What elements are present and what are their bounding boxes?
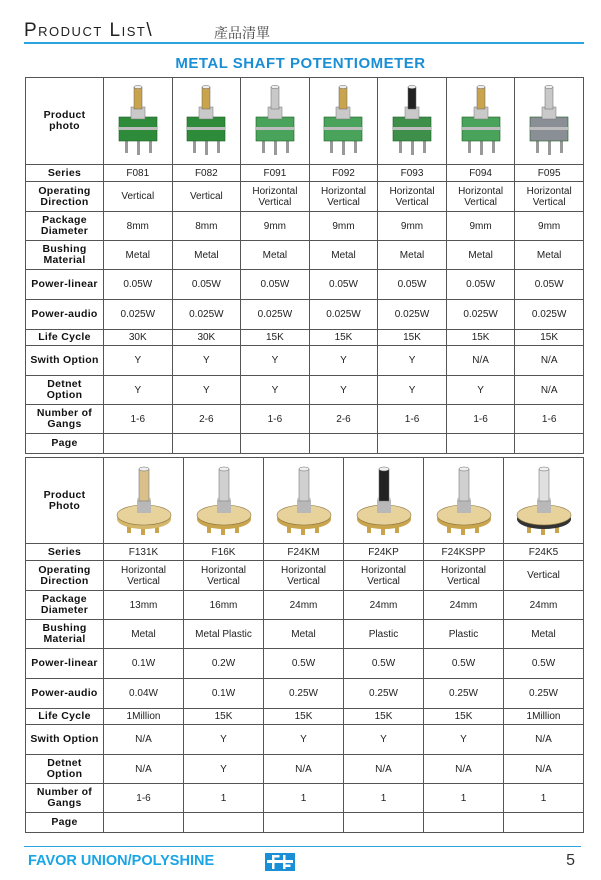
row-label-bushing: Bushing Material bbox=[26, 241, 104, 270]
row-label-diameter: Package Diameter bbox=[26, 212, 104, 241]
spec-cell-life: 1Million bbox=[104, 709, 184, 725]
spec-cell-life: 15K bbox=[241, 330, 310, 346]
spec-cell-gangs: 2-6 bbox=[309, 405, 378, 434]
spec-cell-diameter: 24mm bbox=[424, 591, 504, 620]
page-cell bbox=[104, 434, 173, 454]
row-label-page: Page bbox=[26, 434, 104, 454]
spec-cell-power-audio: 0.025W bbox=[172, 300, 241, 330]
row-label-direction: Operating Direction bbox=[26, 561, 104, 591]
row-label-diameter: Package Diameter bbox=[26, 591, 104, 620]
row-label-page: Page bbox=[26, 813, 104, 833]
row-series bbox=[26, 165, 584, 182]
spec-cell-gangs: 1 bbox=[264, 784, 344, 813]
spec-cell-bushing: Metal bbox=[309, 241, 378, 270]
spec-cell-gangs: 2-6 bbox=[172, 405, 241, 434]
potentiometer-image bbox=[193, 463, 255, 539]
spec-cell-gangs: 1 bbox=[504, 784, 584, 813]
rotary-potentiometer-icon bbox=[106, 463, 181, 539]
spec-cell-series: F16K bbox=[184, 544, 264, 561]
spec-cell-switch: N/A bbox=[504, 725, 584, 755]
product-photo-F131K bbox=[104, 458, 184, 544]
product-photo-F081 bbox=[104, 78, 173, 165]
rotary-potentiometer-icon bbox=[506, 463, 581, 539]
page-cell bbox=[446, 434, 515, 454]
spec-cell-detent: N/A bbox=[424, 755, 504, 784]
product-photo-F16K bbox=[184, 458, 264, 544]
potentiometer-image bbox=[353, 463, 415, 539]
spec-cell-bushing: Metal bbox=[264, 620, 344, 649]
potentiometer-icon bbox=[517, 83, 581, 159]
spec-cell-gangs: 1-6 bbox=[446, 405, 515, 434]
product-photo-F092 bbox=[309, 78, 378, 165]
row-gangs bbox=[26, 784, 584, 813]
section-title: METAL SHAFT POTENTIOMETER bbox=[175, 55, 426, 72]
footer-rule bbox=[24, 846, 581, 847]
spec-cell-life: 30K bbox=[172, 330, 241, 346]
page-cell bbox=[104, 813, 184, 833]
spec-cell-detent: Y bbox=[184, 755, 264, 784]
spec-cell-series: F082 bbox=[172, 165, 241, 182]
spec-cell-diameter: 13mm bbox=[104, 591, 184, 620]
spec-cell-series: F131K bbox=[104, 544, 184, 561]
row-switch bbox=[26, 725, 584, 755]
spec-cell-direction: Horizontal Vertical bbox=[424, 561, 504, 591]
row-bushing bbox=[26, 620, 584, 649]
potentiometer-image bbox=[113, 463, 175, 539]
spec-cell-bushing: Plastic bbox=[424, 620, 504, 649]
spec-cell-gangs: 1-6 bbox=[104, 784, 184, 813]
row-bushing bbox=[26, 241, 584, 270]
header-title: Product List\ bbox=[24, 20, 154, 41]
row-label-photo: Product photo bbox=[26, 78, 104, 165]
spec-cell-power-linear: 0.05W bbox=[309, 270, 378, 300]
spec-cell-power-linear: 0.5W bbox=[504, 649, 584, 679]
row-direction bbox=[26, 182, 584, 212]
spec-cell-bushing: Metal bbox=[446, 241, 515, 270]
spec-cell-power-audio: 0.025W bbox=[104, 300, 173, 330]
spec-cell-switch: Y bbox=[104, 346, 173, 376]
potentiometer-image bbox=[107, 83, 169, 159]
page-cell bbox=[309, 434, 378, 454]
potentiometer-icon bbox=[449, 83, 513, 159]
spec-cell-diameter: 24mm bbox=[504, 591, 584, 620]
spec-cell-bushing: Metal bbox=[241, 241, 310, 270]
spec-cell-detent: Y bbox=[104, 376, 173, 405]
row-label-gangs: Number of Gangs bbox=[26, 405, 104, 434]
row-photo bbox=[26, 78, 584, 165]
row-series bbox=[26, 544, 584, 561]
spec-cell-power-audio: 0.04W bbox=[104, 679, 184, 709]
spec-cell-switch: Y bbox=[172, 346, 241, 376]
spec-cell-power-audio: 0.25W bbox=[424, 679, 504, 709]
rotary-potentiometer-icon bbox=[346, 463, 421, 539]
spec-cell-series: F094 bbox=[446, 165, 515, 182]
spec-cell-detent: Y bbox=[241, 376, 310, 405]
header-title-cn: 產品清單 bbox=[214, 25, 270, 41]
rotary-potentiometer-icon bbox=[266, 463, 341, 539]
spec-cell-life: 15K bbox=[264, 709, 344, 725]
spec-cell-gangs: 1-6 bbox=[104, 405, 173, 434]
page-cell bbox=[264, 813, 344, 833]
spec-cell-detent: N/A bbox=[504, 755, 584, 784]
row-label-power-audio: Power-audio bbox=[26, 679, 104, 709]
spec-cell-diameter: 24mm bbox=[344, 591, 424, 620]
spec-cell-series: F092 bbox=[309, 165, 378, 182]
row-label-power-linear: Power-linear bbox=[26, 649, 104, 679]
row-life bbox=[26, 709, 584, 725]
spec-cell-life: 15K bbox=[424, 709, 504, 725]
row-label-detent: Detnet Option bbox=[26, 376, 104, 405]
spec-cell-direction: Horizontal Vertical bbox=[344, 561, 424, 591]
spec-cell-life: 30K bbox=[104, 330, 173, 346]
spec-cell-power-audio: 0.025W bbox=[309, 300, 378, 330]
page-cell bbox=[344, 813, 424, 833]
spec-cell-switch: N/A bbox=[104, 725, 184, 755]
spec-cell-gangs: 1 bbox=[344, 784, 424, 813]
potentiometer-image bbox=[273, 463, 335, 539]
row-label-life: Life Cycle bbox=[26, 330, 104, 346]
spec-cell-life: 15K bbox=[378, 330, 447, 346]
spec-cell-power-linear: 0.2W bbox=[184, 649, 264, 679]
spec-cell-detent: N/A bbox=[515, 376, 584, 405]
spec-cell-detent: Y bbox=[446, 376, 515, 405]
potentiometer-image bbox=[518, 83, 580, 159]
spec-cell-gangs: 1-6 bbox=[378, 405, 447, 434]
spec-cell-diameter: 8mm bbox=[104, 212, 173, 241]
row-power-audio bbox=[26, 679, 584, 709]
potentiometer-image bbox=[312, 83, 374, 159]
page-cell bbox=[184, 813, 264, 833]
spec-cell-power-linear: 0.05W bbox=[104, 270, 173, 300]
spec-cell-power-linear: 0.05W bbox=[172, 270, 241, 300]
rotary-potentiometer-icon bbox=[426, 463, 501, 539]
potentiometer-image bbox=[244, 83, 306, 159]
row-power-linear bbox=[26, 270, 584, 300]
page-cell bbox=[378, 434, 447, 454]
spec-cell-power-audio: 0.025W bbox=[241, 300, 310, 330]
product-photo-F094 bbox=[446, 78, 515, 165]
spec-cell-switch: N/A bbox=[446, 346, 515, 376]
header-rule bbox=[24, 42, 584, 44]
spec-cell-detent: Y bbox=[378, 376, 447, 405]
row-detent bbox=[26, 755, 584, 784]
spec-cell-power-audio: 0.25W bbox=[264, 679, 344, 709]
spec-cell-power-linear: 0.05W bbox=[378, 270, 447, 300]
row-life bbox=[26, 330, 584, 346]
row-label-power-linear: Power-linear bbox=[26, 270, 104, 300]
spec-cell-diameter: 9mm bbox=[309, 212, 378, 241]
potentiometer-icon bbox=[312, 83, 376, 159]
spec-cell-direction: Horizontal Vertical bbox=[104, 561, 184, 591]
product-photo-F24KSPP bbox=[424, 458, 504, 544]
spec-table-2 bbox=[25, 457, 584, 833]
spec-cell-life: 1Million bbox=[504, 709, 584, 725]
row-label-photo: Product Photo bbox=[26, 458, 104, 544]
spec-cell-power-audio: 0.025W bbox=[515, 300, 584, 330]
spec-cell-detent: Y bbox=[309, 376, 378, 405]
spec-cell-bushing: Metal bbox=[378, 241, 447, 270]
spec-cell-detent: N/A bbox=[344, 755, 424, 784]
spec-cell-bushing: Metal bbox=[172, 241, 241, 270]
spec-cell-gangs: 1-6 bbox=[515, 405, 584, 434]
page-cell bbox=[241, 434, 310, 454]
spec-cell-series: F095 bbox=[515, 165, 584, 182]
spec-cell-diameter: 9mm bbox=[446, 212, 515, 241]
row-label-bushing: Bushing Material bbox=[26, 620, 104, 649]
spec-cell-gangs: 1 bbox=[184, 784, 264, 813]
row-label-power-audio: Power-audio bbox=[26, 300, 104, 330]
spec-cell-series: F093 bbox=[378, 165, 447, 182]
spec-cell-life: 15K bbox=[309, 330, 378, 346]
spec-cell-power-audio: 0.025W bbox=[446, 300, 515, 330]
row-photo bbox=[26, 458, 584, 544]
spec-cell-switch: Y bbox=[378, 346, 447, 376]
spec-cell-switch: Y bbox=[264, 725, 344, 755]
spec-cell-detent: Y bbox=[172, 376, 241, 405]
row-label-switch: Swith Option bbox=[26, 725, 104, 755]
spec-cell-power-audio: 0.25W bbox=[344, 679, 424, 709]
potentiometer-image bbox=[450, 83, 512, 159]
row-page bbox=[26, 434, 584, 454]
spec-cell-diameter: 9mm bbox=[241, 212, 310, 241]
spec-cell-direction: Horizontal Vertical bbox=[264, 561, 344, 591]
spec-cell-switch: Y bbox=[184, 725, 264, 755]
spec-cell-diameter: 16mm bbox=[184, 591, 264, 620]
potentiometer-image bbox=[513, 463, 575, 539]
row-direction bbox=[26, 561, 584, 591]
spec-cell-bushing: Metal bbox=[504, 620, 584, 649]
spec-cell-power-linear: 0.5W bbox=[264, 649, 344, 679]
spec-cell-life: 15K bbox=[184, 709, 264, 725]
rotary-potentiometer-icon bbox=[186, 463, 261, 539]
row-power-linear bbox=[26, 649, 584, 679]
spec-cell-series: F24KP bbox=[344, 544, 424, 561]
page-cell bbox=[504, 813, 584, 833]
spec-cell-series: F24KM bbox=[264, 544, 344, 561]
potentiometer-image bbox=[175, 83, 237, 159]
spec-cell-power-linear: 0.1W bbox=[104, 649, 184, 679]
spec-cell-power-linear: 0.05W bbox=[241, 270, 310, 300]
spec-cell-bushing: Plastic bbox=[344, 620, 424, 649]
page-cell bbox=[172, 434, 241, 454]
row-gangs bbox=[26, 405, 584, 434]
spec-cell-switch: Y bbox=[344, 725, 424, 755]
spec-cell-bushing: Metal bbox=[104, 241, 173, 270]
spec-cell-power-linear: 0.5W bbox=[424, 649, 504, 679]
page-cell bbox=[424, 813, 504, 833]
spec-cell-detent: N/A bbox=[104, 755, 184, 784]
spec-cell-power-linear: 0.05W bbox=[515, 270, 584, 300]
row-switch bbox=[26, 346, 584, 376]
spec-cell-power-audio: 0.025W bbox=[378, 300, 447, 330]
spec-cell-life: 15K bbox=[344, 709, 424, 725]
spec-cell-direction: Vertical bbox=[104, 182, 173, 212]
row-label-direction: Operating Direction bbox=[26, 182, 104, 212]
row-label-life: Life Cycle bbox=[26, 709, 104, 725]
spec-cell-series: F24KSPP bbox=[424, 544, 504, 561]
row-diameter bbox=[26, 591, 584, 620]
potentiometer-icon bbox=[243, 83, 307, 159]
spec-cell-detent: N/A bbox=[264, 755, 344, 784]
spec-cell-switch: Y bbox=[241, 346, 310, 376]
product-photo-F082 bbox=[172, 78, 241, 165]
product-photo-F093 bbox=[378, 78, 447, 165]
spec-cell-direction: Horizontal Vertical bbox=[446, 182, 515, 212]
page-cell bbox=[515, 434, 584, 454]
row-label-series: Series bbox=[26, 165, 104, 182]
potentiometer-image bbox=[433, 463, 495, 539]
row-label-gangs: Number of Gangs bbox=[26, 784, 104, 813]
spec-cell-gangs: 1 bbox=[424, 784, 504, 813]
spec-cell-direction: Vertical bbox=[504, 561, 584, 591]
product-photo-F24KM bbox=[264, 458, 344, 544]
spec-table-1 bbox=[25, 77, 584, 454]
row-label-switch: Swith Option bbox=[26, 346, 104, 376]
spec-cell-direction: Vertical bbox=[172, 182, 241, 212]
potentiometer-icon bbox=[380, 83, 444, 159]
product-photo-F24KP bbox=[344, 458, 424, 544]
spec-cell-switch: Y bbox=[309, 346, 378, 376]
page-number: 5 bbox=[566, 852, 575, 869]
row-page bbox=[26, 813, 584, 833]
spec-cell-diameter: 24mm bbox=[264, 591, 344, 620]
spec-cell-bushing: Metal bbox=[104, 620, 184, 649]
spec-cell-bushing: Metal bbox=[515, 241, 584, 270]
potentiometer-icon bbox=[175, 83, 239, 159]
spec-cell-gangs: 1-6 bbox=[241, 405, 310, 434]
spec-cell-direction: Horizontal Vertical bbox=[184, 561, 264, 591]
footer-brand: FAVOR UNION/POLYSHINE bbox=[28, 853, 215, 869]
page-footer bbox=[0, 846, 601, 880]
spec-cell-power-linear: 0.5W bbox=[344, 649, 424, 679]
row-detent bbox=[26, 376, 584, 405]
spec-cell-power-audio: 0.25W bbox=[504, 679, 584, 709]
row-label-series: Series bbox=[26, 544, 104, 561]
spec-cell-series: F24K5 bbox=[504, 544, 584, 561]
spec-cell-bushing: Metal Plastic bbox=[184, 620, 264, 649]
spec-cell-switch: N/A bbox=[515, 346, 584, 376]
product-photo-F095 bbox=[515, 78, 584, 165]
potentiometer-image bbox=[381, 83, 443, 159]
spec-cell-direction: Horizontal Vertical bbox=[309, 182, 378, 212]
spec-cell-direction: Horizontal Vertical bbox=[241, 182, 310, 212]
product-photo-F091 bbox=[241, 78, 310, 165]
spec-cell-life: 15K bbox=[515, 330, 584, 346]
spec-cell-power-linear: 0.05W bbox=[446, 270, 515, 300]
page-header bbox=[24, 18, 584, 44]
spec-cell-direction: Horizontal Vertical bbox=[378, 182, 447, 212]
potentiometer-icon bbox=[106, 83, 170, 159]
spec-cell-series: F091 bbox=[241, 165, 310, 182]
spec-cell-direction: Horizontal Vertical bbox=[515, 182, 584, 212]
spec-cell-series: F081 bbox=[104, 165, 173, 182]
row-power-audio bbox=[26, 300, 584, 330]
spec-cell-diameter: 9mm bbox=[515, 212, 584, 241]
ps-logo-icon bbox=[265, 852, 295, 877]
spec-cell-power-audio: 0.1W bbox=[184, 679, 264, 709]
row-diameter bbox=[26, 212, 584, 241]
spec-cell-life: 15K bbox=[446, 330, 515, 346]
product-photo-F24K5 bbox=[504, 458, 584, 544]
row-label-detent: Detnet Option bbox=[26, 755, 104, 784]
spec-cell-switch: Y bbox=[424, 725, 504, 755]
spec-cell-diameter: 9mm bbox=[378, 212, 447, 241]
spec-cell-diameter: 8mm bbox=[172, 212, 241, 241]
